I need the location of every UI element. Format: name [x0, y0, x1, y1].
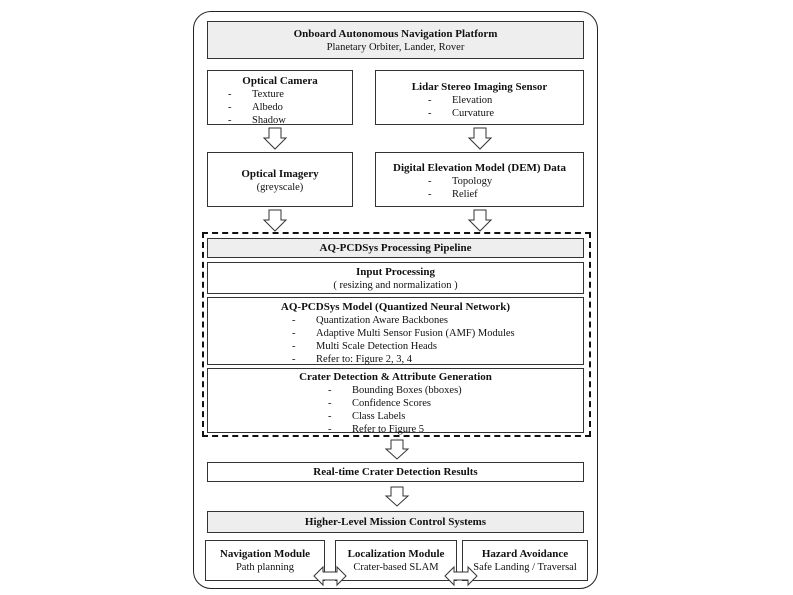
optical-camera-list: [208, 88, 352, 127]
model-list: [208, 314, 583, 366]
list-item: - Refer to: Figure 2, 3, 4: [290, 353, 583, 366]
localization-module-box: [335, 540, 457, 581]
input-processing-subtitle: ( resizing and normalization ): [333, 280, 458, 291]
down-arrow-icon: [468, 210, 492, 232]
list-item: - Confidence Scores: [326, 397, 583, 410]
navigation-module-box: [205, 540, 325, 581]
hazard-avoidance-title: Hazard Avoidance: [481, 548, 569, 560]
list-item: - Multi Scale Detection Heads: [290, 340, 583, 353]
hazard-avoidance-box: [462, 540, 588, 581]
down-arrow-icon: [263, 210, 287, 232]
down-arrow-icon: [263, 128, 287, 150]
navigation-module-title: Navigation Module: [219, 548, 311, 560]
lidar-title: Lidar Stereo Imaging Sensor: [411, 81, 548, 93]
platform-title: Onboard Autonomous Navigation Platform: [293, 28, 498, 40]
navigation-module-subtitle: Path planning: [235, 562, 295, 573]
list-item: - Elevation: [426, 94, 583, 107]
lidar-list: [376, 94, 583, 120]
double-arrow-icon: [445, 566, 477, 586]
list-item: - Bounding Boxes (bboxes): [326, 384, 583, 397]
optical-imagery-subtitle: (greyscale): [256, 182, 304, 193]
list-item: - Albedo: [226, 101, 352, 114]
pipeline-title-box: [207, 238, 584, 258]
list-item: - Curvature: [426, 107, 583, 120]
platform-box: [207, 21, 584, 59]
list-item: - Shadow: [226, 114, 352, 127]
model-box: [207, 297, 584, 365]
double-arrow-icon: [314, 566, 346, 586]
detection-list: [208, 384, 583, 436]
mission-title: Higher-Level Mission Control Systems: [304, 516, 487, 528]
list-item: - Texture: [226, 88, 352, 101]
list-item: - Class Labels: [326, 410, 583, 423]
input-processing-title: Input Processing: [356, 266, 435, 278]
list-item: - Quantization Aware Backbones: [290, 314, 583, 327]
down-arrow-icon: [468, 128, 492, 150]
lidar-box: [375, 70, 584, 125]
detection-box: [207, 368, 584, 433]
results-title: Real-time Crater Detection Results: [313, 466, 478, 478]
dem-box: [375, 152, 584, 207]
down-arrow-icon: [385, 440, 409, 460]
model-title: AQ-PCDSys Model (Quantized Neural Network): [280, 301, 511, 313]
optical-imagery-title: Optical Imagery: [241, 168, 319, 180]
dem-list: [376, 175, 583, 201]
platform-subtitle: Planetary Orbiter, Lander, Rover: [326, 42, 465, 53]
input-processing-box: [207, 262, 584, 294]
mission-box: [207, 511, 584, 533]
list-item: - Relief: [426, 188, 583, 201]
list-item: - Adaptive Multi Sensor Fusion (AMF) Modules: [290, 327, 583, 340]
dem-title: Digital Elevation Model (DEM) Data: [393, 162, 566, 174]
detection-title: Crater Detection & Attribute Generation: [299, 371, 492, 383]
list-item: - Refer to Figure 5: [326, 423, 583, 436]
results-box: [207, 462, 584, 482]
list-item: - Topology: [426, 175, 583, 188]
hazard-avoidance-subtitle: Safe Landing / Traversal: [473, 562, 577, 573]
down-arrow-icon: [385, 487, 409, 507]
pipeline-title: AQ-PCDSys Processing Pipeline: [319, 242, 472, 254]
optical-camera-box: [207, 70, 353, 125]
localization-module-title: Localization Module: [347, 548, 445, 560]
optical-imagery-box: [207, 152, 353, 207]
optical-camera-title: Optical Camera: [242, 75, 318, 87]
localization-module-subtitle: Crater-based SLAM: [353, 562, 439, 573]
